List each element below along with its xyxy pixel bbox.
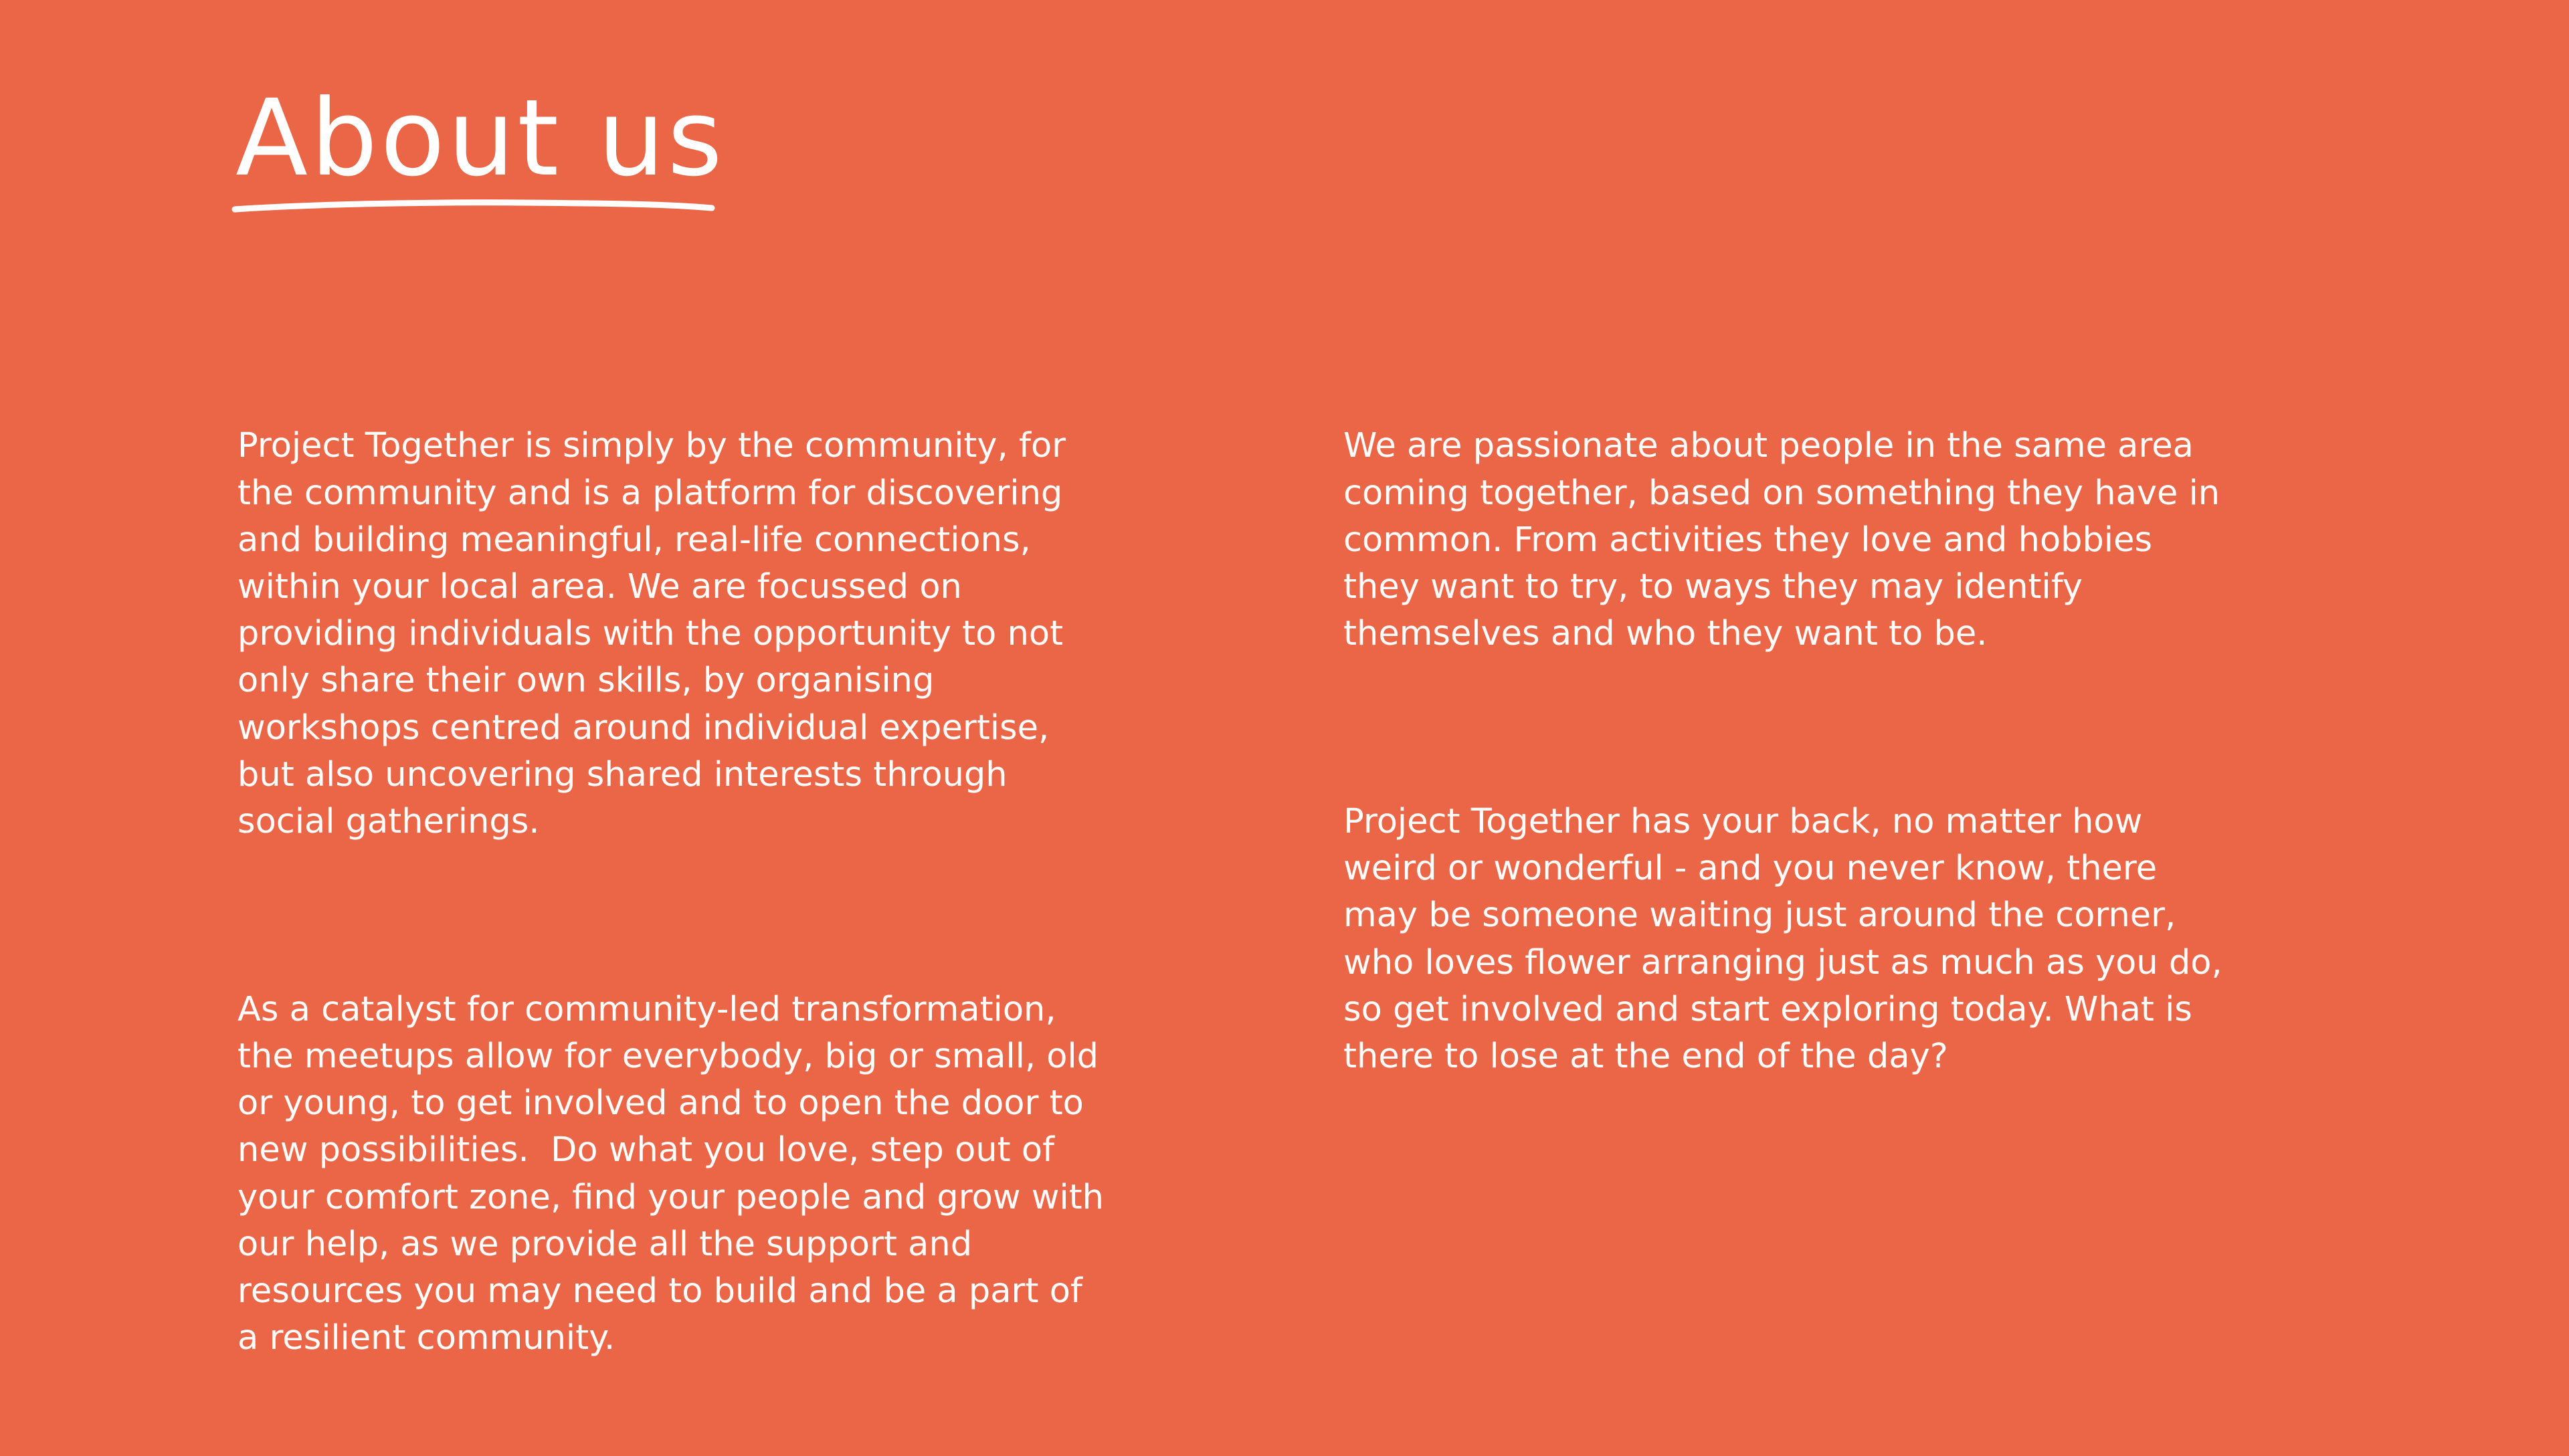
left-text-column	[237, 329, 1201, 1456]
right-paragraph-1: We are passionate about people in the same area coming together, based on something they have in common. From activities they love and hobbies they want to try, to ways they may identify themselves and who they want to be.	[1343, 426, 2220, 654]
right-paragraph-2: Project Together has your back, no matter how weird or wonderful - and you never know, there may be someone waiting just around the corner, who loves flower arranging just as much as you do, so get involved and start exploring today. What is there to lose at the end of the day?	[1343, 802, 2222, 1077]
page-title: About us	[235, 77, 725, 200]
right-text-column	[1343, 329, 2374, 1174]
left-paragraph-2: As a catalyst for community-led transformation, the meetups allow for everybody, big or small, old or young, to get involved and to open the door to new possibilities. Do what you love, step out of your comfort zone, find your people and grow with our help, as we provide all the support and resources you may need to build and be a part of a resilient community.	[237, 989, 1104, 1358]
left-paragraph-1: Project Together is simply by the community, for the community and is a platform for discovering and building meaningful, real-life connections, within your local area. We are focussed on providing individuals with the opportunity to not only share their own skills, by organising workshops centred around individual expertise, but also uncovering shared interests through social gatherings.	[237, 426, 1066, 842]
title-underline	[231, 196, 717, 216]
